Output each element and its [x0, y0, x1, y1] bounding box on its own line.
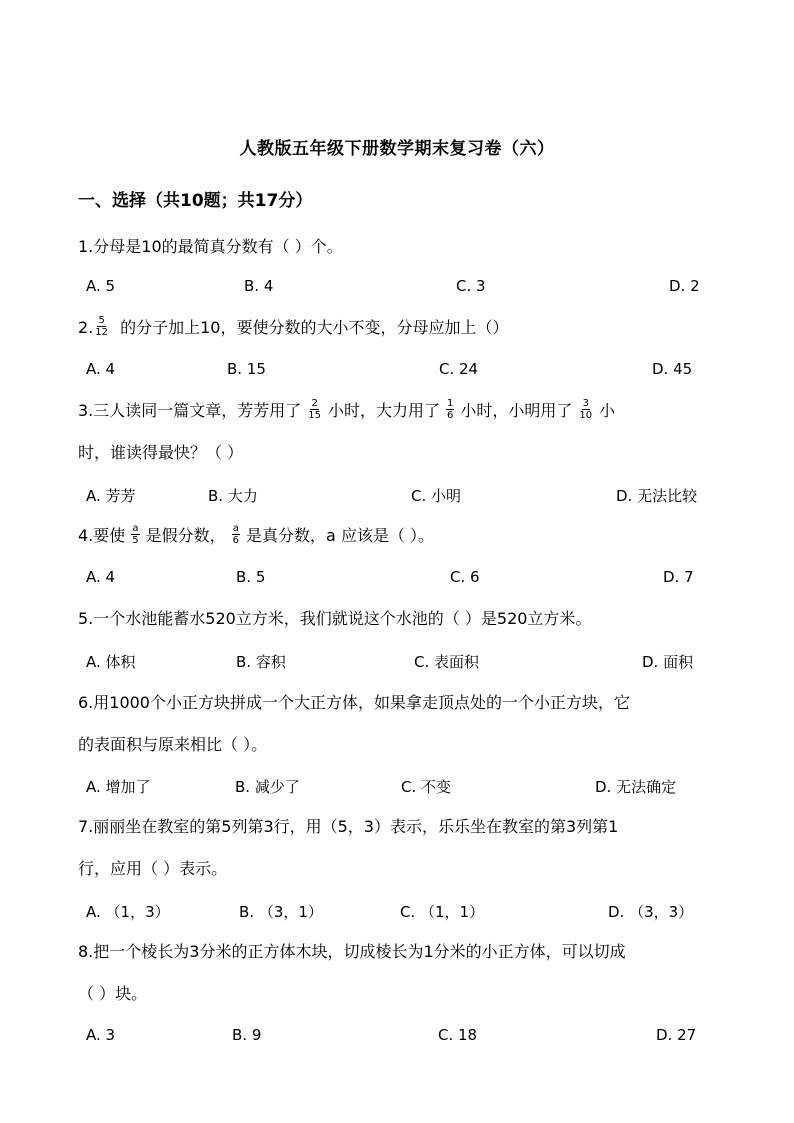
q4-option-a[interactable]: A. 4 [86, 568, 116, 586]
q3-fraction-2 [446, 398, 454, 421]
q2-frac-denominator: 12 [95, 327, 108, 338]
q2-suffix: 的分子加上10，要使分数的大小不变，分母应加上（） [115, 318, 509, 337]
q8-option-a[interactable]: A. 3 [86, 1026, 116, 1044]
q4-part-2: 是假分数， [145, 526, 226, 545]
q2-prefix: 2. [78, 318, 94, 337]
q6-option-c[interactable]: C. 不变 [401, 778, 452, 796]
q4-option-d[interactable]: D. 7 [663, 568, 694, 586]
q4-option-b[interactable]: B. 5 [236, 568, 266, 586]
exam-title: 人教版五年级下册数学期末复习卷（六） [239, 139, 555, 159]
q3-option-c[interactable]: C. 小明 [411, 487, 462, 505]
q2-fraction [94, 315, 109, 338]
question-3-line-2: 时，谁读得最快？（ ） [78, 443, 244, 462]
q5-option-b[interactable]: B. 容积 [236, 653, 286, 671]
q4-fraction-2 [232, 523, 240, 546]
question-8-line-1: 8.把一个棱长为3分米的正方体木块，切成棱长为1分米的小正方体，可以切成 [78, 942, 626, 961]
q4-option-c[interactable]: C. 6 [450, 568, 480, 586]
q8-option-d[interactable]: D. 27 [656, 1026, 697, 1044]
q3-f3-numerator: 3 [582, 398, 589, 409]
question-6-line-1: 6.用1000个小正方块拼成一个大正方体，如果拿走顶点处的一个小正方块，它 [78, 693, 630, 712]
q4-f2-numerator: a [232, 523, 239, 534]
q2-frac-numerator: 5 [98, 315, 105, 326]
question-3-options [86, 485, 706, 509]
q2-option-d[interactable]: D. 45 [652, 360, 693, 378]
question-7-line-2: 行，应用（ ）表示。 [78, 859, 228, 878]
q7-option-b[interactable]: B. （3，1） [239, 903, 323, 921]
q3-option-d[interactable]: D. 无法比较 [616, 487, 698, 505]
q2-option-a[interactable]: A. 4 [86, 360, 116, 378]
q1-option-a[interactable]: A. 5 [86, 277, 116, 295]
q3-f2-denominator: 6 [447, 410, 454, 421]
q3-fraction-3 [578, 398, 593, 421]
q8-option-b[interactable]: B. 9 [232, 1026, 262, 1044]
question-4-options [86, 568, 706, 592]
q1-option-c[interactable]: C. 3 [456, 277, 486, 295]
q8-option-c[interactable]: C. 18 [438, 1026, 478, 1044]
question-7-options [86, 901, 706, 925]
q7-option-d[interactable]: D. （3，3） [608, 903, 694, 921]
q4-f2-denominator: 6 [232, 535, 240, 546]
q3-fraction-1 [307, 398, 322, 421]
q3-part-3: 小时，小明用了 [460, 401, 573, 420]
q1-option-b[interactable]: B. 4 [244, 277, 274, 295]
q6-option-a[interactable]: A. 增加了 [86, 778, 151, 796]
q4-part-3: 是真分数，a 应该是（ ）。 [246, 526, 435, 545]
q5-option-d[interactable]: D. 面积 [642, 653, 694, 671]
q3-option-b[interactable]: B. 大力 [208, 487, 258, 505]
question-5: 5.一个水池能蓄水520立方米，我们就说这个水池的（ ）是520立方米。 [78, 609, 592, 628]
q3-f2-numerator: 1 [447, 398, 454, 409]
question-8-line-2: （ ）块。 [78, 984, 148, 1003]
q4-part-1: 4.要使 [78, 526, 126, 545]
q3-f1-denominator: 15 [308, 410, 322, 421]
question-6-line-2: 的表面积与原来相比（ ）。 [78, 735, 268, 754]
question-6-options [86, 776, 706, 800]
q2-option-c[interactable]: C. 24 [439, 360, 479, 378]
question-3-line-1 [78, 390, 718, 431]
q4-f1-numerator: a [132, 523, 139, 534]
q3-f3-denominator: 10 [579, 410, 593, 421]
q2-option-b[interactable]: B. 15 [227, 360, 266, 378]
q3-part-2: 小时，大力用了 [328, 401, 441, 420]
q4-f1-denominator: 5 [132, 535, 139, 546]
question-4 [78, 515, 718, 556]
q5-option-c[interactable]: C. 表面积 [414, 653, 480, 671]
question-5-options [86, 651, 706, 675]
question-2 [78, 307, 718, 348]
question-7-line-1: 7.丽丽坐在教室的第5列第3行，用（5，3）表示，乐乐坐在教室的第3列第1 [78, 817, 619, 836]
q3-f1-numerator: 2 [311, 398, 318, 409]
q7-option-a[interactable]: A. （1，3） [86, 903, 170, 921]
q1-option-d[interactable]: D. 2 [669, 277, 700, 295]
q4-fraction-1 [131, 523, 139, 546]
question-2-options [86, 360, 706, 384]
q3-part-1: 3.三人读同一篇文章，芳芳用了 [78, 401, 302, 420]
question-8-options [86, 1026, 706, 1050]
q6-option-b[interactable]: B. 减少了 [235, 778, 300, 796]
question-1-options [86, 277, 706, 301]
section-heading: 一、选择（共10题；共17分） [78, 191, 313, 211]
q7-option-c[interactable]: C. （1，1） [400, 903, 485, 921]
q6-option-d[interactable]: D. 无法确定 [595, 778, 677, 796]
question-1: 1.分母是10的最简真分数有（ ）个。 [78, 237, 343, 256]
q3-option-a[interactable]: A. 芳芳 [86, 487, 136, 505]
q3-part-4: 小 [599, 401, 616, 420]
q5-option-a[interactable]: A. 体积 [86, 653, 136, 671]
